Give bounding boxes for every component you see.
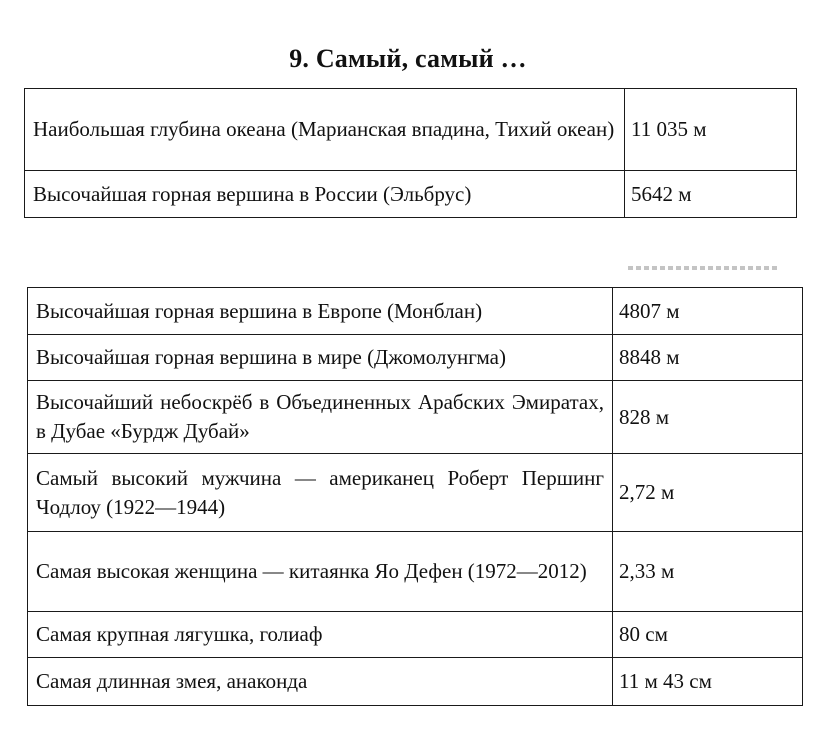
record-description: Высочайшая горная вершина в Европе (Монблан)	[28, 288, 613, 335]
record-description: Высочайший небоскрёб в Объединенных Арабских Эмиратах, в Дубае «Бурдж Дубай»	[28, 381, 613, 454]
table-row	[25, 171, 797, 218]
record-value: 828 м	[613, 381, 803, 454]
page-title: 9. Самый, самый …	[289, 44, 527, 73]
record-description: Самая крупная лягушка, голиаф	[28, 612, 613, 658]
faint-scan-mark	[628, 266, 780, 270]
table-row	[28, 532, 803, 612]
record-value: 8848 м	[613, 335, 803, 381]
record-description: Самая длинная змея, анаконда	[28, 658, 613, 706]
record-value: 80 см	[613, 612, 803, 658]
record-value: 2,72 м	[613, 454, 803, 532]
record-value: 11 035 м	[625, 89, 797, 171]
record-description: Самый высокий мужчина — американец Роберт Першинг Чодлоу (1922—1944)	[28, 454, 613, 532]
record-description: Высочайшая горная вершина в России (Эльбрус)	[25, 171, 625, 218]
records-table-2	[27, 287, 803, 706]
record-value: 4807 м	[613, 288, 803, 335]
table-row	[28, 612, 803, 658]
table-row	[25, 89, 797, 171]
record-value: 5642 м	[625, 171, 797, 218]
records-table-1	[24, 88, 797, 218]
table-row	[28, 454, 803, 532]
table-row	[28, 335, 803, 381]
table-row	[28, 381, 803, 454]
record-description: Наибольшая глубина океана (Марианская впадина, Тихий океан)	[25, 89, 625, 171]
record-description: Самая высокая женщина — китаянка Яо Дефен (1972—2012)	[28, 532, 613, 612]
record-value: 11 м 43 см	[613, 658, 803, 706]
record-value: 2,33 м	[613, 532, 803, 612]
record-description: Высочайшая горная вершина в мире (Джомолунгма)	[28, 335, 613, 381]
table-row	[28, 658, 803, 706]
table-row	[28, 288, 803, 335]
